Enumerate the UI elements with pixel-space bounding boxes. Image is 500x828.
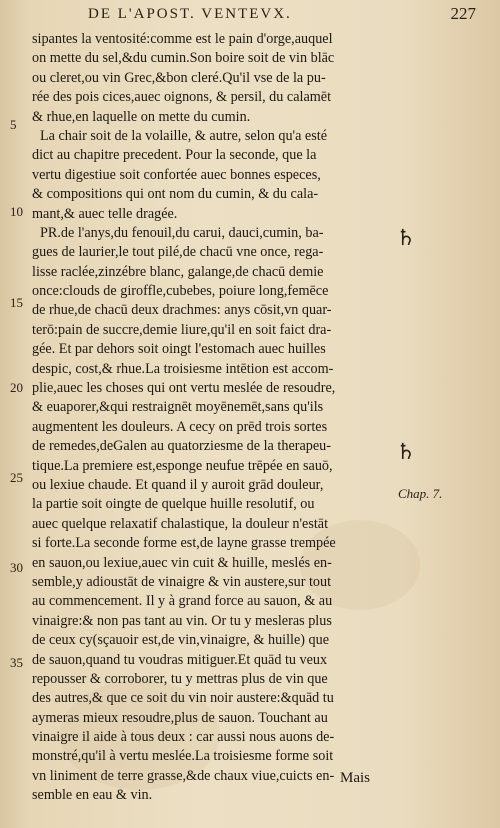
text-line: sipantes la ventosité:comme est le pain d'orge,auquel	[32, 31, 333, 47]
line-number: 20	[10, 380, 23, 395]
text-line: des autres,& que ce soit du vin noir austere:&quād tu	[32, 690, 334, 707]
text-line: La chair soit de la volaille, & autre, selon qu'a esté	[40, 127, 327, 144]
line-number: 25	[10, 470, 23, 485]
pharmacy-symbol-icon: ♄	[396, 226, 416, 251]
text-line: dict au chapitre precedent. Pour la seconde, que la	[32, 147, 317, 164]
margin-note: Chap. 7.	[398, 486, 443, 501]
text-line: rée des pois cices,auec oignons, & persil, du calamēt	[32, 89, 332, 106]
text-line: & compositions qui ont nom du cumin, & du cala-	[32, 186, 319, 203]
text-line: de rhue,de chacū deux drachmes: anys cōsit,vn quar-	[32, 302, 332, 319]
text-line: & euaporer,&qui restraignēt moyēnemēt,sans qu'ils	[32, 399, 324, 416]
pharmacy-symbol-icon: ♄	[396, 440, 416, 465]
text-line: en sauon,ou lexiue,auec vin cuit & huille, meslés en-	[32, 554, 332, 571]
text-line: vertu digestiue soit confortée auec bonnes especes,	[32, 166, 321, 183]
text-line: de ceux cy(sçauoir est,de vin,vinaigre, & huille) que	[32, 632, 330, 649]
text-line: vinaigre:& non pas tant au vin. Or tu y mesleras plus	[32, 612, 332, 629]
text-line: on mette du sel,&du cumin.Son boire soit de vin blāc	[32, 50, 335, 67]
text-line: aymeras mieux resoudre,plus de sauon. Touchant au	[32, 709, 328, 726]
text-line: once:clouds de giroffle,cubebes, poiure long,femēce	[32, 283, 329, 300]
text-line: terō:pain de succre,demie liure,qu'il en soit faict dra-	[32, 321, 332, 338]
text-line: tique.La premiere est,esponge neufue trēpée en sauō,	[32, 457, 333, 474]
text-line: lisse raclée,zinzébre blanc, galange,de chacū demie	[32, 263, 324, 280]
text-line: ou cleret,ou vin Grec,&bon cleré.Qu'il vse de la pu-	[32, 69, 326, 86]
text-line: despic, cost,& rhue.La troisiesme intētion est accom-	[32, 360, 334, 377]
running-head: DE L'APOST. VENTEVX.	[88, 6, 292, 22]
text-line: repousser & corroborer, tu y mettras plus de vin que	[32, 670, 328, 687]
text-line: vn liniment de terre grasse,&de chaux viue,cuicts en-	[32, 767, 335, 784]
text-line: augmentent les douleurs. A cecy on prēd trois sortes	[32, 418, 328, 435]
text-line: la partie soit oingte de quelque huille resolutif, ou	[32, 496, 315, 513]
line-number: 35	[10, 655, 23, 670]
line-number: 30	[10, 560, 23, 575]
text-line: ou lexiue chaude. Et quand il y auroit grād douleur,	[32, 476, 324, 493]
catchword: Mais	[340, 770, 370, 786]
text-line: plie,auec les choses qui ont vertu meslée de resoudre,	[32, 380, 336, 397]
text-line: mant,& auec telle dragée.	[32, 205, 178, 222]
text-line: PR.de l'anys,du fenouil,du carui, dauci,cumin, ba-	[40, 224, 324, 241]
text-line: vinaigre il aide à tous deux : car aussi nous auons de-	[32, 729, 335, 746]
line-number: 15	[10, 295, 23, 310]
body-text	[32, 30, 430, 806]
line-number: 5	[10, 117, 17, 132]
page-number: 227	[450, 4, 476, 23]
text-line: & rhue,en laquelle on mette du cumin.	[32, 108, 251, 125]
text-line: gée. Et par dehors soit oingt l'estomach auec huilles	[32, 341, 326, 358]
text-line: au commencement. Il y à grand force au sauon, & au	[32, 593, 333, 610]
text-line: de remedes,deGalen au quatorziesme de la therapeu-	[32, 438, 331, 455]
text-line: auec quelque relaxatif chalastique, la douleur n'estāt	[32, 515, 329, 532]
text-line: monstré,qu'il à vertu meslée.La troisiesme forme soit	[32, 748, 334, 765]
text-line: de sauon,quand tu voudras mitiguer.Et quād tu veux	[32, 651, 328, 668]
text-line: si forte.La seconde forme est,de layne grasse trempée	[32, 535, 336, 552]
text-line: gues de laurier,le tout pilé,de chacū vne once, rega-	[32, 244, 324, 261]
page-header	[40, 4, 476, 28]
text-line: semble en eau & vin.	[32, 787, 153, 804]
line-number: 10	[10, 204, 23, 219]
text-line: semble,y adioustāt de vinaigre & vin austere,sur tout	[32, 573, 332, 590]
